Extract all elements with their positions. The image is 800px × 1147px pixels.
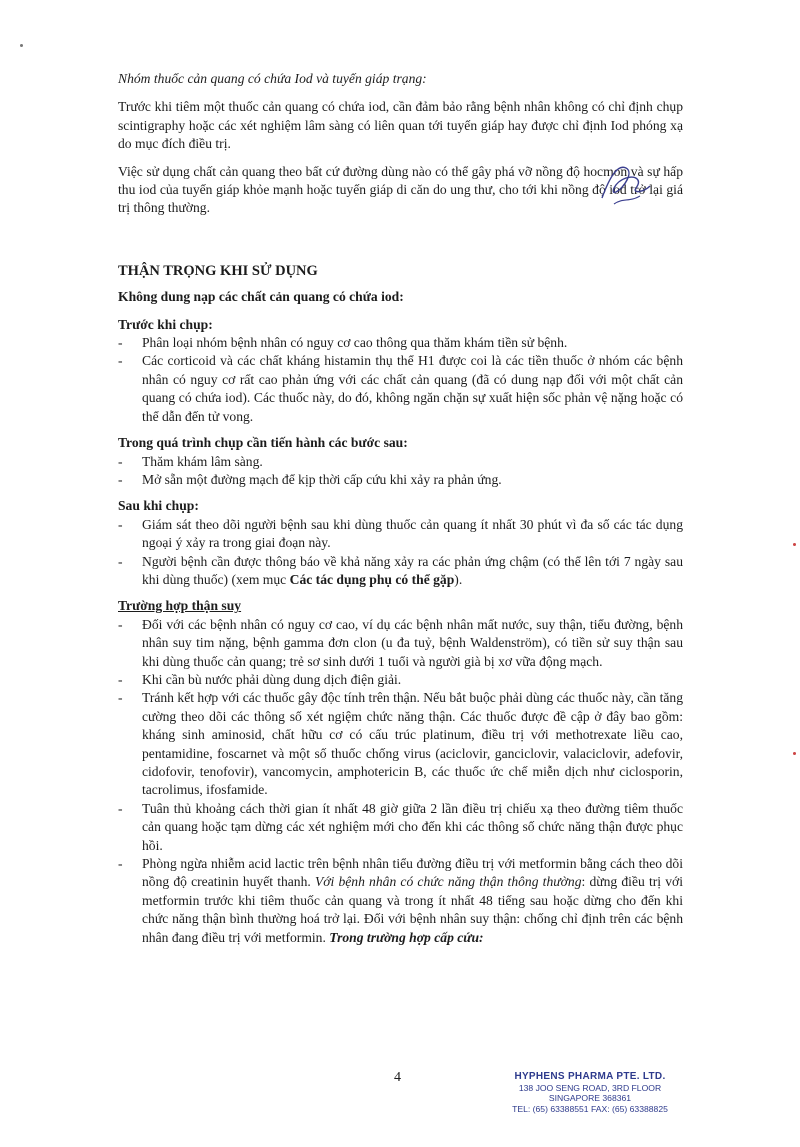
list-item: - Thăm khám lâm sàng. [118,453,263,469]
list-item: - Người bệnh cần được thông báo về khả năng xảy ra các phản ứng chậm (có thể lên tới 7 ngày sau khi dùng thuốc) (xem mục Các tác dụng phụ có thể gặp). [118,553,683,587]
renal-list [118,616,683,947]
page-number: 4 [394,1070,401,1085]
list-item: - Tuân thủ khoảng cách thời gian ít nhất 48 giờ giữa 2 lần điều trị chiếu xạ theo đường tiêm thuốc cản quang hoặc tạm dừng các xét nghiệm mới cho đến khi các thông số chức năng thận được phục hồi. [118,800,683,853]
list-item: - Giám sát theo dõi người bệnh sau khi dùng thuốc cản quang ít nhất 30 phút vì đa số các tác dụng ngoại ý xảy ra trong giai đoạn này. [118,516,683,551]
renal-title: Trường hợp thận suy [118,598,242,614]
signature-icon [596,158,656,210]
stamp-address-2: SINGAPORE 368361 [548,1093,632,1104]
section-title: THẬN TRỌNG KHI SỬ DỤNG [118,262,318,279]
scan-speck [793,752,796,755]
cross-reference: Các tác dụng phụ có thể gặp [289,571,455,587]
before-title: Trước khi chụp: [118,316,213,332]
intro-paragraph-2: Việc sử dụng chất cản quang theo bất cứ đường dùng nào có thể gây phá vỡ nồng độ hocmon và sự hấp thu iod của tuyến giáp khỏe mạnh hoặc tuyến giáp di căn do ung thư, cho tới khi nồng độ iod trở lại giá trị thông thường. [118,163,683,216]
scan-speck [793,543,796,546]
during-title: Trong quá trình chụp cần tiến hành các bước sau: [118,435,408,451]
list-item: - Phân loại nhóm bệnh nhân có nguy cơ cao thông qua thăm khám tiền sử bệnh. [118,335,568,351]
section-subtitle: Không dung nạp các chất cản quang có chứa iod: [118,289,404,305]
list-item: - Các corticoid và các chất kháng histamin thụ thể H1 được coi là các tiền thuốc ở nhóm các bệnh nhân có nguy cơ rất cao phản ứng với các chất cản quang (đã có dung nạp đối với một chất cản quang có chứa iod). Các thuốc này, do đó, không ngăn chặn sự xuất hiện sốc phản vệ nặng hoặc có thể dẫn đến tử vong. [118,353,683,424]
after-list [118,516,683,590]
list-item: - Phòng ngừa nhiễm acid lactic trên bệnh nhân tiểu đường điều trị với metformin bằng cách theo dõi nồng độ creatinin huyết thanh. Với bệnh nhân có chức năng thận thông thường: dừng điều trị với metformin trước khi tiêm thuốc cản quang và trong ít nhất 48 tiếng sau hoặc dừng cho đến khi chức năng thận bình thường hoá trở lại. Đối với bệnh nhân suy thận: chống chỉ định trên các bệnh nhân đang điều trị với metformin. Trong trường hợp cấp cứu: [118,856,683,945]
after-title: Sau khi chụp: [118,498,199,514]
before-list [118,334,683,426]
list-item: - Khi cần bù nước phải dùng dung dịch điện giải. [118,671,402,687]
list-item: - Đối với các bệnh nhân có nguy cơ cao, ví dụ các bệnh nhân mất nước, suy thận, tiểu đường, bệnh nhân suy tim nặng, bệnh gamma đơn clon (u đa tuỷ, bệnh Waldenström), có tiền sử suy thận sau khi dùng thuốc cản quang; trẻ sơ sinh dưới 1 tuổi và người già bị xơ vữa động mạch. [118,616,683,669]
list-item: - Mở sẵn một đường mạch để kịp thời cấp cứu khi xảy ra phản ứng. [118,471,502,487]
stamp-address-1: 138 JOO SENG ROAD, 3RD FLOOR [518,1082,662,1093]
intro-title: Nhóm thuốc cản quang có chứa Iod và tuyến giáp trạng: [118,71,427,86]
intro-paragraph-1: Trước khi tiêm một thuốc cản quang có chứa iod, cần đảm bảo rằng bệnh nhân không có chỉ định chụp scintigraphy hoặc các xét nghiệm lâm sàng có liên quan tới tuyến giáp hay được chỉ định Iod phóng xạ do mục đích điều trị. [118,99,683,152]
scan-speck [20,44,23,47]
stamp-company: HYPHENS PHARMA PTE. LTD. [514,1071,666,1082]
company-stamp [480,1072,700,1114]
list-item: - Tránh kết hợp với các thuốc gây độc tính trên thận. Nếu bắt buộc phải dùng các thuốc này, cần tăng cường theo dõi các thông số xét ngiệm chức năng thận. Các thuốc được đề cập ở đây bao gồm: kháng sinh aminosid, chất hữu cơ có cấu trúc platinum, điều trị với methotrexate liều cao, pentamidine, foscarnet và một số thuốc chống virus (aciclovir, ganciclovir, valaciclovir, adefovir, cidofovir, tenofovir), vancomycin, amphotericin B, các thuốc ức chế miễn dịch như ciclosporin, tacrolimus, ifosfamide. [118,690,683,798]
stamp-phone: TEL: (65) 63388551 FAX: (65) 63388825 [512,1103,668,1114]
during-list [118,453,683,490]
